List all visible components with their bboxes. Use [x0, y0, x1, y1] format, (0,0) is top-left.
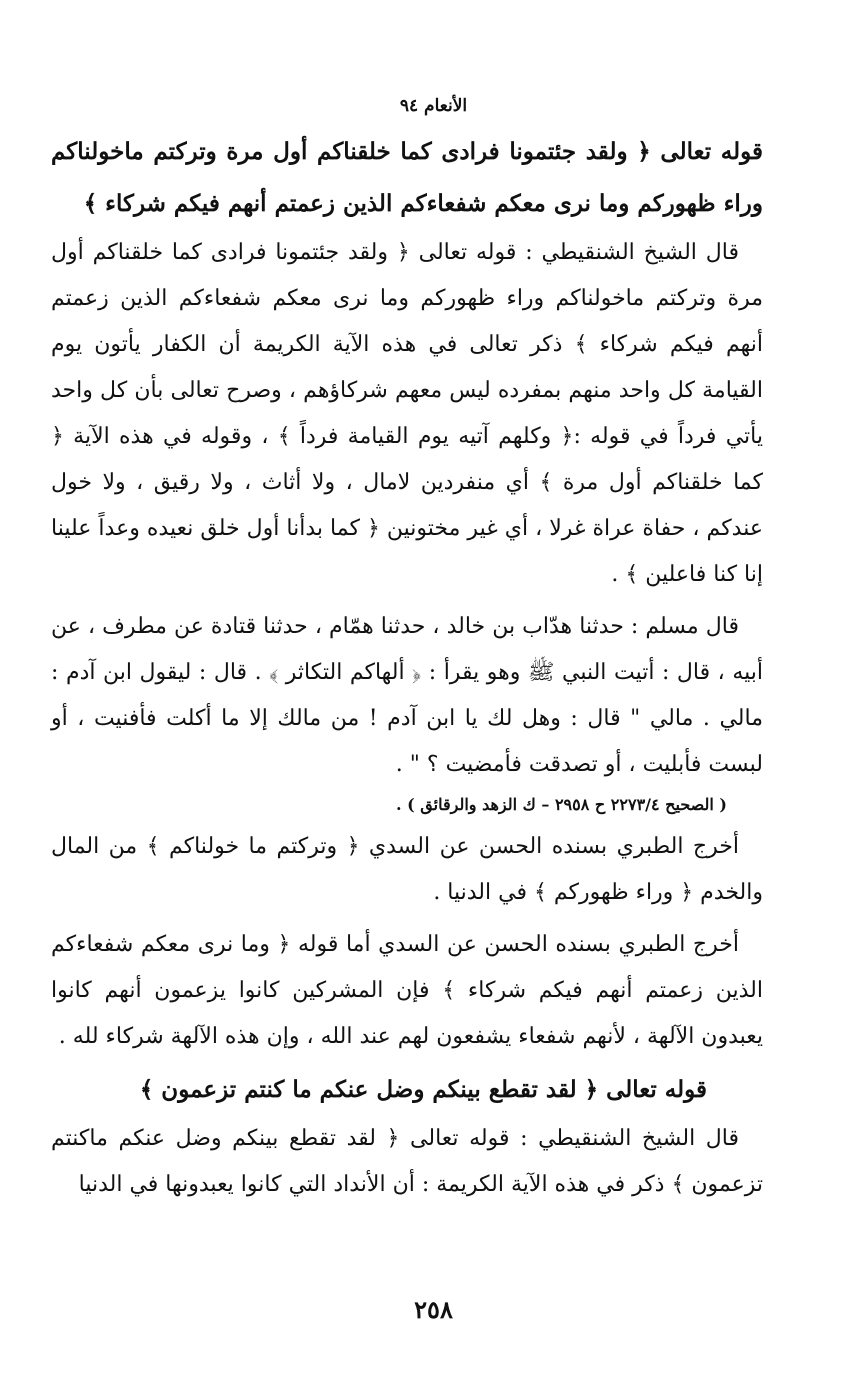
page-body [51, 126, 763, 1208]
verse-heading-2: قوله تعالى ﴿ لقد تقطع بينكم وضل عنكم ما كنتم تزعمون ﴾ [139, 1076, 707, 1103]
running-header: الأنعام ٩٤ [399, 96, 468, 116]
muslim-hadith-paragraph: قال مسلم : حدثنا هدّاب بن خالد ، حدثنا همّام ، حدثنا قتادة عن مطرف ، عن أبيه ، قال : أتيت النبي ﷺ وهو يقرأ : ﴿ ألهاكم التكاثر ﴾ . قال : ليقول ابن آدم : مالي . مالي " قال : وهل لك يا ابن آدم ! من مالك إلا ما أكلت فأفنيت ، أو لبست فأبليت ، أو تصدقت فأمضيت ؟ " . [51, 614, 763, 777]
verse-heading-1: قوله تعالى ﴿ ولقد جئتمونا فرادى كما خلقناكم أول مرة وتركتم ماخولناكم وراء ظهوركم وما نرى معكم شفعاءكم الذين زعمتم أنهم فيكم شركاء ﴾ [51, 138, 763, 217]
tabari-paragraph-1: أخرج الطبري بسنده الحسن عن السدي ﴿ وتركتم ما خولناكم ﴾ من المال والخدم ﴿ وراء ظهوركم ﴾ في الدنيا . [51, 834, 763, 905]
hadith-citation: ( الصحيح ٢٢٧٣/٤ ح ٢٩٥٨ – ك الزهد والرقائق ) . [396, 795, 727, 814]
page-number: ٢٥٨ [414, 1295, 453, 1324]
shanqiti-commentary-paragraph-2: قال الشيخ الشنقيطي : قوله تعالى ﴿ لقد تقطع بينكم وضل عنكم ماكنتم تزعمون ﴾ ذكر في هذه الآية الكريمة : أن الأنداد التي كانوا يعبدونها في الدنيا [51, 1126, 763, 1197]
shanqiti-commentary-paragraph: قال الشيخ الشنقيطي : قوله تعالى ﴿ ولقد جئتمونا فرادى كما خلقناكم أول مرة وتركتم ماخولناكم وراء ظهوركم وما نرى معكم شفعاءكم الذين زعمتم أنهم فيكم شركاء ﴾ ذكر تعالى في هذه الآية الكريمة أن الكفار يأتون يوم القيامة كل واحد منهم بمفرده ليس معهم شركاؤهم ، وصرح تعالى بأن كل واحد يأتي فرداً في قوله :﴿ وكلهم آتيه يوم القيامة فرداً ﴾ ، وقوله في هذه الآية ﴿ كما خلقناكم أول مرة ﴾ أي منفردين لامال ، ولا أثاث ، ولا رقيق ، ولا خول عندكم ، حفاة عراة غرلا ، أي غير مختونين ﴿ كما بدأنا أول خلق نعيده وعداً علينا إنا كنا فاعلين ﴾ . [51, 240, 763, 587]
tabari-paragraph-2: أخرج الطبري بسنده الحسن عن السدي أما قوله ﴿ وما نرى معكم شفعاءكم الذين زعمتم أنهم فيكم شركاء ﴾ فإن المشركين كانوا يزعمون أنهم كانوا يعبدون الآلهة ، لأنهم شفعاء يشفعون لهم عند الله ، وإن هذه الآلهة شركاء لله . [51, 932, 763, 1049]
